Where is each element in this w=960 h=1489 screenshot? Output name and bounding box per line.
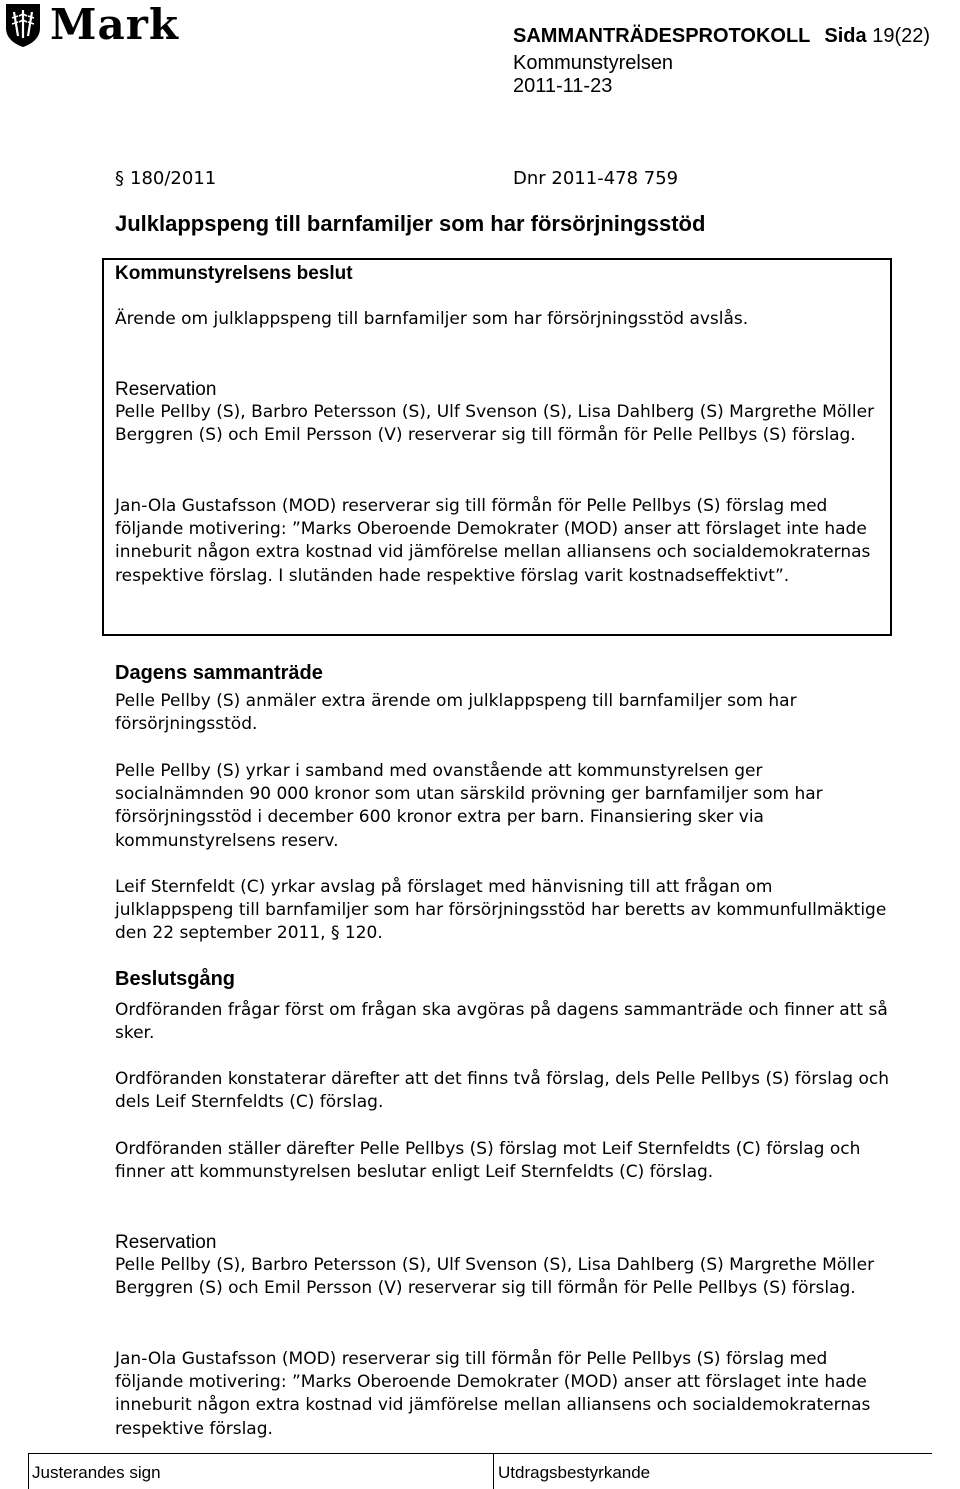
municipal-coat-of-arms-icon xyxy=(4,2,42,48)
footer-divider-left xyxy=(28,1453,29,1489)
case-number-value: 180/2011 xyxy=(130,168,217,189)
meeting-heading: Dagens sammanträde xyxy=(115,662,323,684)
page-label: Sida xyxy=(824,25,867,47)
meeting-text-1: Pelle Pellby (S) anmäler extra ärende om julklappspeng till barnfamiljer som har försörjningsstöd. xyxy=(115,691,797,735)
decision-paragraph: Ärende om julklappspeng till barnfamiljer som har försörjningsstöd avslås. xyxy=(115,309,749,329)
logo-text: Mark xyxy=(50,0,179,49)
reservation-paragraph-2 xyxy=(115,495,895,588)
diary-number: Dnr 2011-478 759 xyxy=(513,168,679,189)
meeting-date: 2011-11-23 xyxy=(513,75,613,97)
case-title: Julklappspeng till barnfamiljer som har försörjningsstöd xyxy=(115,211,706,236)
procedure-reservation-heading: Reservation xyxy=(115,1232,217,1253)
meeting-text-2: Pelle Pellby (S) yrkar i samband med ovanstående att kommunstyrelsen ger socialnämnden 90 000 kronor som utan särskild prövning ger barnfamiljer som har försörjningsstöd i december 600 kronor extra per barn. Finansiering sker via kommunstyrelsens reserv. xyxy=(115,761,823,851)
procedure-text-3: Ordföranden ställer därefter Pelle Pellbys (S) förslag mot Leif Sternfeldts (C) förslag och finner att kommunstyrelsen beslutar enligt Leif Sternfeldts (C) förslag. xyxy=(115,1139,861,1183)
municipality-logo xyxy=(4,2,179,48)
meeting-paragraph-1 xyxy=(115,690,895,736)
procedure-paragraph-3 xyxy=(115,1138,895,1184)
document-header xyxy=(513,24,930,48)
decision-heading: Kommunstyrelsens beslut xyxy=(115,263,353,284)
meeting-paragraph-2 xyxy=(115,760,895,853)
document-type: SAMMANTRÄDESPROTOKOLL xyxy=(513,25,811,47)
procedure-text-2: Ordföranden konstaterar därefter att det finns två förslag, dels Pelle Pellbys (S) förslag och dels Leif Sternfeldts (C) förslag. xyxy=(115,1069,889,1113)
footer-extract-label: Utdragsbestyrkande xyxy=(498,1463,651,1482)
footer-rule xyxy=(28,1453,932,1454)
procedure-reservation-1 xyxy=(115,1254,895,1300)
procedure-heading: Beslutsgång xyxy=(115,968,236,990)
procedure-text-1: Ordföranden frågar först om frågan ska avgöras på dagens sammanträde och finner att så sker. xyxy=(115,1000,888,1044)
meeting-paragraph-3 xyxy=(115,876,895,946)
case-number xyxy=(115,167,216,191)
committee-name: Kommunstyrelsen xyxy=(513,52,674,74)
decision-text xyxy=(115,308,895,331)
footer-sign-label: Justerandes sign xyxy=(32,1463,161,1482)
procedure-paragraph-2 xyxy=(115,1068,895,1114)
meeting-text-3: Leif Sternfeldt (C) yrkar avslag på förslaget med hänvisning till att frågan om julklappspeng till barnfamiljer som har försörjningsstöd har beretts av kommunfullmäktige den 22 september 2011, § 120. xyxy=(115,877,887,944)
procedure-reservation-text-1: Pelle Pellby (S), Barbro Petersson (S), Ulf Svenson (S), Lisa Dahlberg (S) Margrethe Möller Berggren (S) och Emil Persson (V) reserverar sig till förmån för Pelle Pellbys (S) förslag. xyxy=(115,1255,875,1299)
footer-divider-right xyxy=(493,1453,494,1489)
procedure-reservation-2 xyxy=(115,1348,895,1441)
procedure-reservation-text-2: Jan-Ola Gustafsson (MOD) reserverar sig till förmån för Pelle Pellbys (S) förslag med följande motivering: ”Marks Oberoende Demokrater (MOD) anser att förslaget inte hade inneburit någon extra kostnad vid jämförelse mellan alliansens och socialdemokraternas respektive förslag. xyxy=(115,1349,871,1439)
paragraph-sign: § xyxy=(115,168,124,189)
page-number: 19(22) xyxy=(872,25,931,47)
reservation-text-1: Pelle Pellby (S), Barbro Petersson (S), Ulf Svenson (S), Lisa Dahlberg (S) Margrethe Möller Berggren (S) och Emil Persson (V) reserverar sig till förmån för Pelle Pellbys (S) förslag. xyxy=(115,402,875,446)
procedure-paragraph-1 xyxy=(115,999,895,1045)
reservation-heading: Reservation xyxy=(115,379,217,400)
reservation-text-2: Jan-Ola Gustafsson (MOD) reserverar sig till förmån för Pelle Pellbys (S) förslag med följande motivering: ”Marks Oberoende Demokrater (MOD) anser att förslaget inte hade inneburit någon extra kostnad vid jämförelse mellan alliansens och socialdemokraternas respektive förslag. I slutänden hade respektive förslag varit kostnadseffektivt”. xyxy=(115,496,871,586)
reservation-paragraph-1 xyxy=(115,401,895,447)
